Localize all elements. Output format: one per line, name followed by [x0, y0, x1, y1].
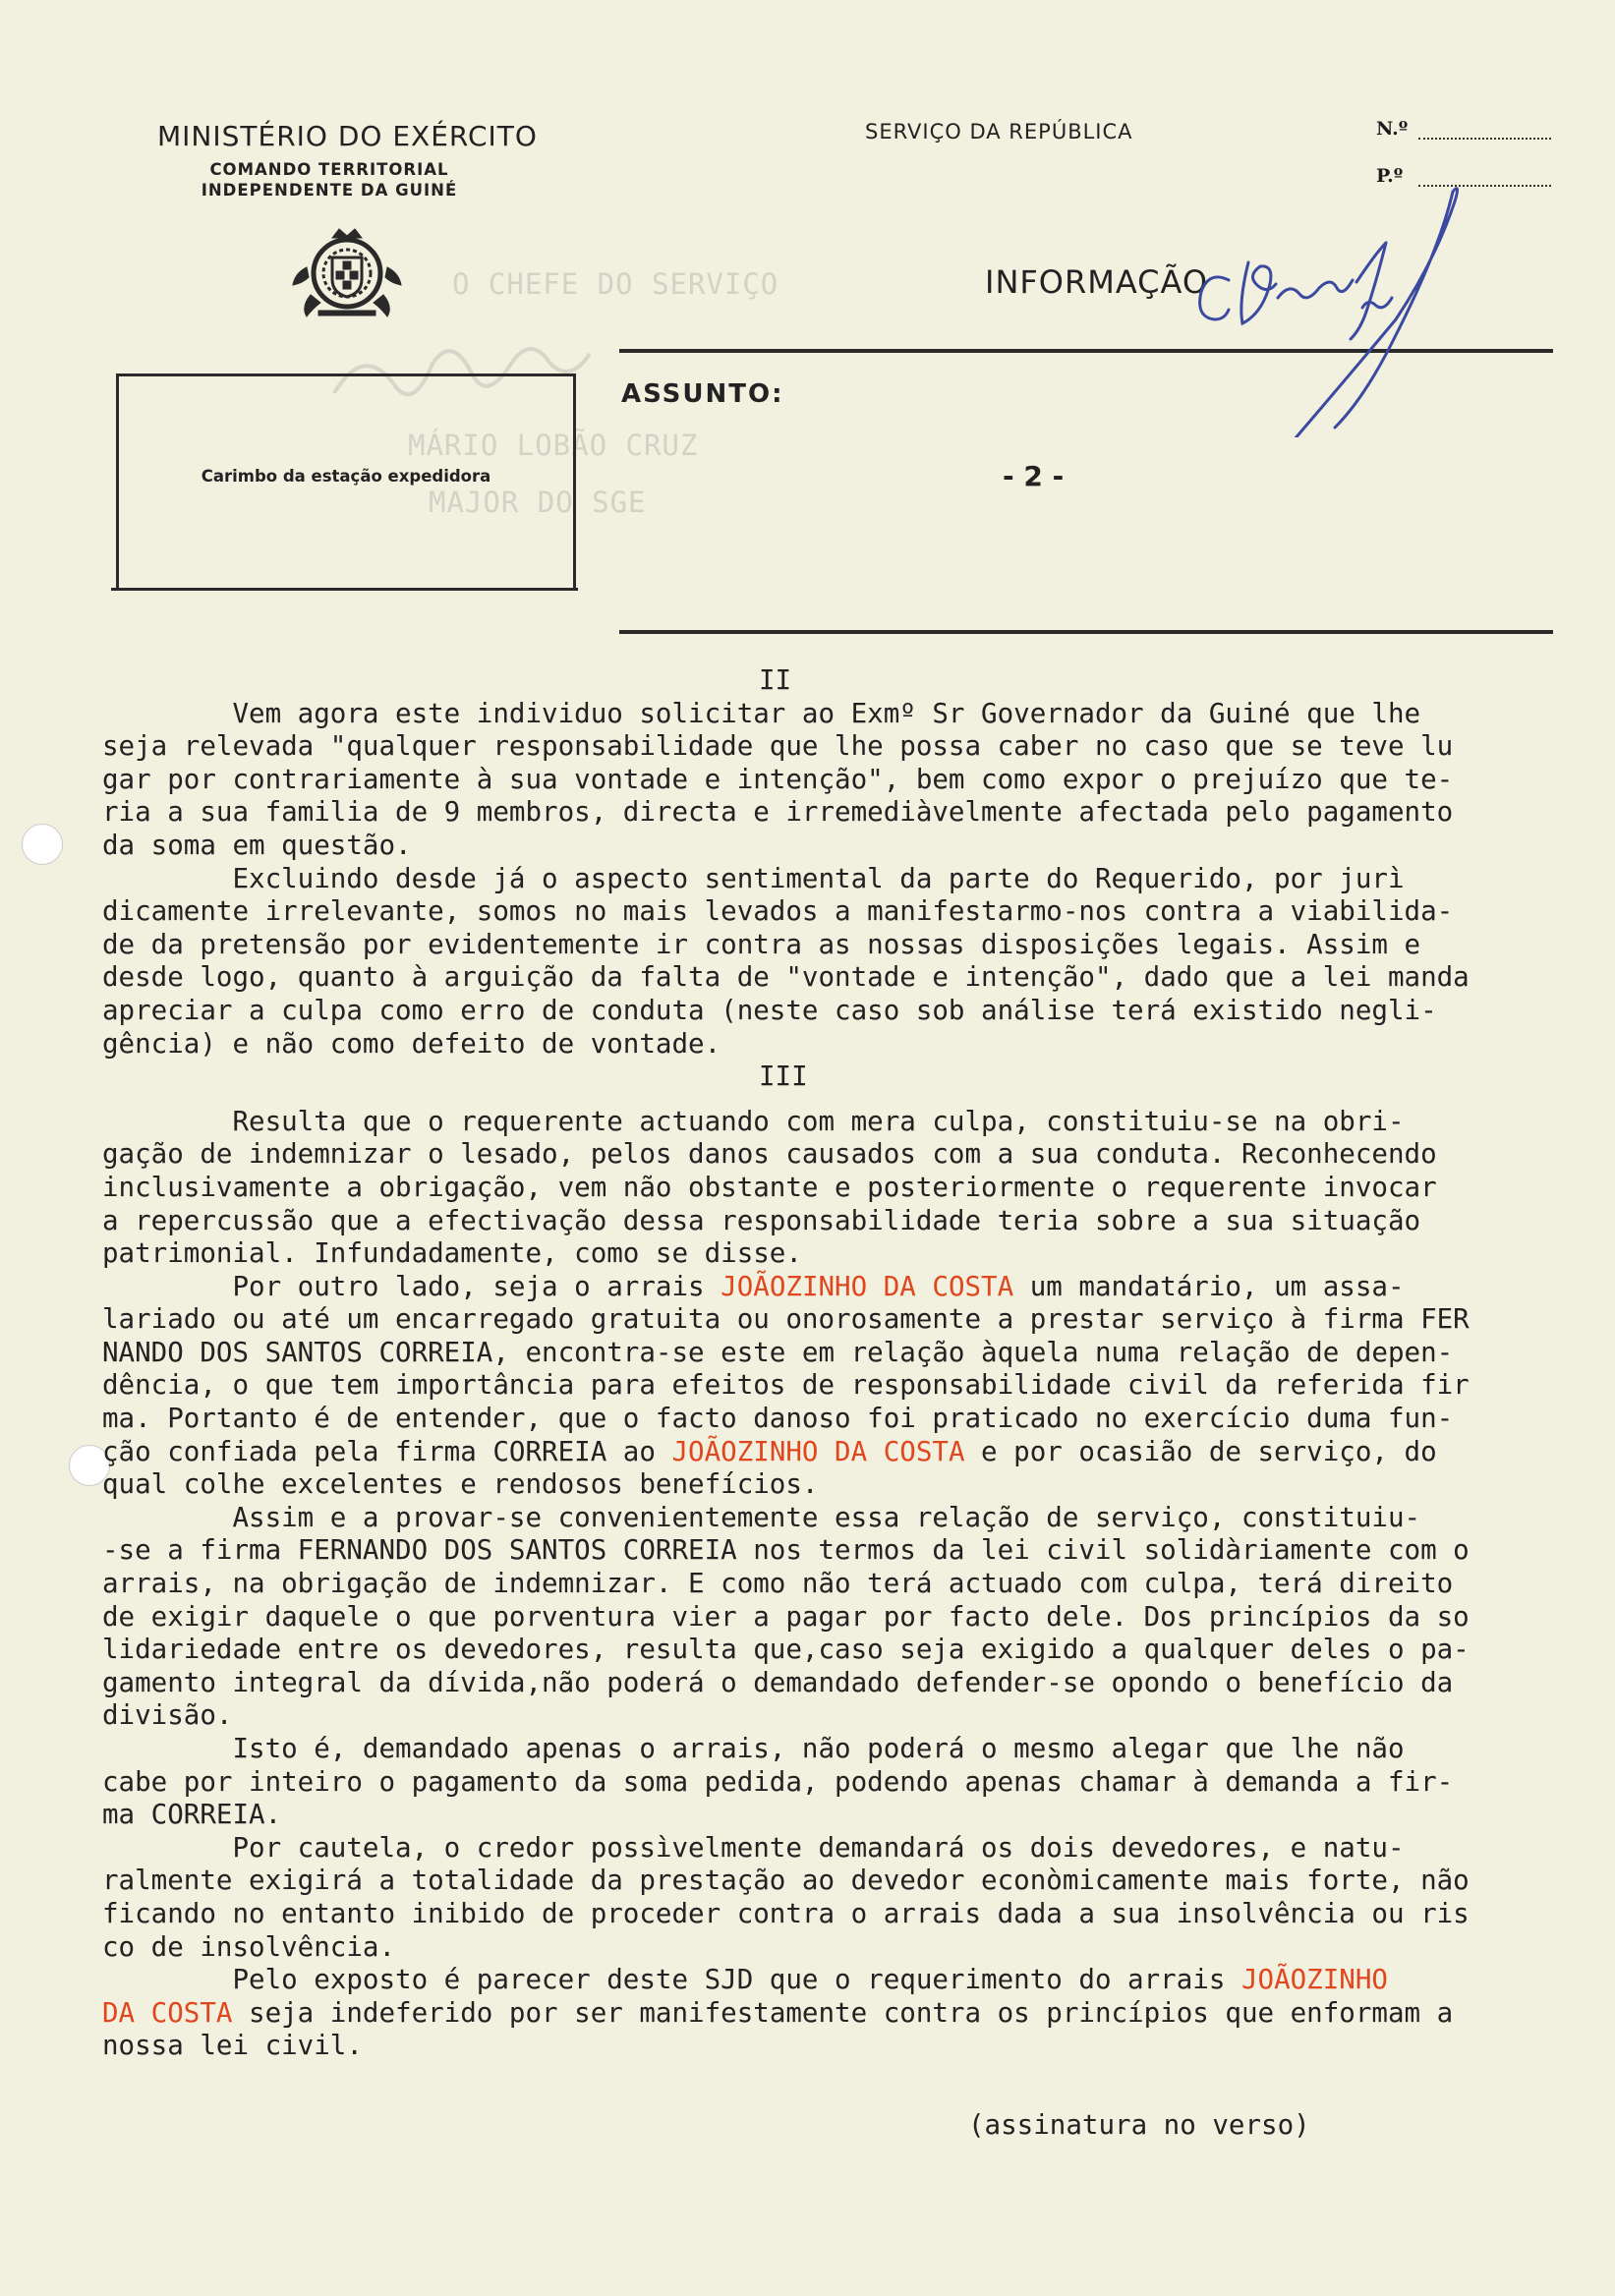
- body-line: Vem agora este individuo solicitar ao Exmº Sr Governador da Guiné que lhe: [102, 697, 1421, 729]
- body-line: [102, 1436, 1596, 1469]
- body-line: seja relevada "qualquer responsabilidade que lhe possa caber no caso que se teve lu: [102, 730, 1454, 763]
- body-line: arrais, na obrigação de indemnizar. E como não terá actuado com culpa, terá direito: [102, 1568, 1454, 1600]
- body-fragment: Pelo exposto é parecer deste SJD que o requerimento do arrais: [102, 1964, 1241, 1996]
- body-line: gência) e não como defeito de vontade.: [102, 1027, 721, 1060]
- body-line: a repercussão que a efectivação dessa responsabilidade teria sobre a sua situação: [102, 1204, 1421, 1236]
- body-fragment: um mandatário, um assa-: [1013, 1270, 1405, 1302]
- doc-type-heading: INFORMAÇÃO: [985, 263, 1208, 301]
- document-body: [102, 664, 1596, 2063]
- body-line: da soma em questão.: [102, 829, 412, 861]
- section-heading-iii: III: [759, 1061, 808, 1093]
- section-spacer: [102, 1094, 1596, 1106]
- body-fragment: Por outro lado, seja o arrais: [102, 1270, 721, 1302]
- body-line: co de insolvência.: [102, 1930, 396, 1963]
- body-line: [102, 1964, 1596, 1997]
- subject-label: ASSUNTO:: [621, 379, 784, 409]
- body-line: nossa lei civil.: [102, 2030, 363, 2062]
- stamp-label: Carimbo da estação expedidora: [201, 467, 491, 486]
- highlighted-name: JOÃOZINHO DA COSTA: [721, 1270, 1014, 1302]
- body-line: inclusivamente a obrigação, vem não obstante e posteriormente o requerente invocar: [102, 1171, 1437, 1203]
- body-line: lidariedade entre os devedores, resulta que,caso seja exigido a qualquer deles o pa-: [102, 1634, 1470, 1666]
- body-line: qual colhe excelentes e rendosos benefícios.: [102, 1468, 819, 1501]
- body-line: -se a firma FERNANDO DOS SANTOS CORREIA nos termos da lei civil solidàriamente com o: [102, 1534, 1470, 1567]
- body-line: patrimonial. Infundadamente, como se disse.: [102, 1237, 802, 1270]
- ghost-stamp-line1: O CHEFE DO SERVIÇO: [452, 267, 779, 301]
- body-line: dência, o que tem importância para efeitos de responsabilidade civil da referida fir: [102, 1369, 1470, 1402]
- body-line: Por cautela, o credor possìvelmente demandará os dois devedores, e natu-: [102, 1831, 1405, 1864]
- body-line: ficando no entanto inibido de proceder contra o arrais dada a sua insolvência ou ris: [102, 1897, 1470, 1929]
- ghost-stamp-line2: MÁRIO LOBÃO CRUZ: [408, 429, 699, 462]
- ghost-stamp-line3: MAJOR DO SGE: [429, 486, 647, 519]
- stamp-baseline: [111, 588, 578, 591]
- body-line: gação de indemnizar o lesado, pelos danos causados com a sua conduta. Reconhecendo: [102, 1138, 1437, 1171]
- ministry-title: MINISTÉRIO DO EXÉRCITO: [157, 120, 538, 152]
- process-label: P.º: [1376, 165, 1404, 187]
- number-field: [1418, 138, 1551, 140]
- coat-of-arms-icon: [289, 224, 405, 327]
- body-line: ma. Portanto é de entender, que o facto danoso foi praticado no exercício duma fun-: [102, 1403, 1454, 1435]
- body-fragment: e por ocasião de serviço, do: [964, 1435, 1437, 1467]
- body-line: gar por contrariamente à sua vontade e intenção", bem como expor o prejuízo que te-: [102, 763, 1454, 795]
- body-line: lariado ou até um encarregado gratuita ou onorosamente a prestar serviço à firma FER: [102, 1303, 1470, 1336]
- body-line: dicamente irrelevante, somos no mais levados a manifestarmo-nos contra a viabilida-: [102, 895, 1454, 928]
- body-line: Isto é, demandado apenas o arrais, não poderá o mesmo alegar que lhe não: [102, 1733, 1405, 1764]
- body-line: divisão.: [102, 1699, 233, 1732]
- body-line: de da pretensão por evidentemente ir contra as nossas disposições legais. Assim e: [102, 928, 1421, 960]
- signature-note: (assinatura no verso): [968, 2109, 1310, 2141]
- body-line: [102, 1271, 1596, 1304]
- command-subtitle: [167, 159, 491, 201]
- command-line-1: COMANDO TERRITORIAL: [209, 160, 449, 179]
- service-title: SERVIÇO DA REPÚBLICA: [865, 120, 1133, 144]
- page-number: - 2 -: [1003, 460, 1065, 492]
- body-line: ria a sua familia de 9 membros, directa e irremediàvelmente afectada pelo pagamento: [102, 796, 1454, 829]
- body-line: Resulta que o requerente actuando com mera culpa, constituiu-se na obri-: [102, 1105, 1405, 1137]
- body-fragment: ção confiada pela firma CORREIA ao: [102, 1435, 672, 1467]
- body-line: ralmente exigirá a totalidade da prestação ao devedor econòmicamente mais forte, não: [102, 1865, 1470, 1897]
- body-fragment: seja indeferido por ser manifestamente contra os princípios que enformam a: [232, 1996, 1454, 2029]
- body-line: Assim e a provar-se convenientemente essa relação de serviço, constituiu-: [102, 1501, 1421, 1533]
- highlighted-name: JOÃOZINHO: [1240, 1964, 1388, 1996]
- header-bottom-rule: [619, 630, 1553, 634]
- body-line: Excluindo desde já o aspecto sentimental da parte do Requerido, por jurì: [102, 862, 1405, 894]
- highlighted-name: DA COSTA: [102, 1996, 233, 2029]
- body-line: apreciar a culpa como erro de conduta (neste caso sob análise terá existido negli-: [102, 994, 1437, 1026]
- body-line: cabe por inteiro o pagamento da soma pedida, podendo apenas chamar à demanda a fir-: [102, 1765, 1454, 1798]
- pen-signature-icon: [1130, 182, 1484, 437]
- highlighted-name: JOÃOZINHO DA COSTA: [671, 1435, 965, 1467]
- section-heading-ii: II: [759, 664, 792, 696]
- body-line: de exigir daquele o que porventura vier a pagar por facto dele. Dos princípios da so: [102, 1600, 1470, 1633]
- body-line: [102, 1997, 1596, 2031]
- body-line: desde logo, quanto à arguição da falta de "vontade e intenção", dado que a lei manda: [102, 961, 1470, 994]
- punch-hole: [22, 824, 63, 865]
- number-label: N.º: [1376, 118, 1409, 140]
- body-line: NANDO DOS SANTOS CORREIA, encontra-se este em relação àquela numa relação de depen-: [102, 1336, 1454, 1368]
- stamp-box: [116, 373, 576, 591]
- command-line-2: INDEPENDENTE DA GUINÉ: [201, 181, 458, 200]
- body-line: ma CORREIA.: [102, 1799, 282, 1831]
- body-line: gamento integral da dívida,não poderá o demandado defender-se opondo o benefício da: [102, 1666, 1454, 1698]
